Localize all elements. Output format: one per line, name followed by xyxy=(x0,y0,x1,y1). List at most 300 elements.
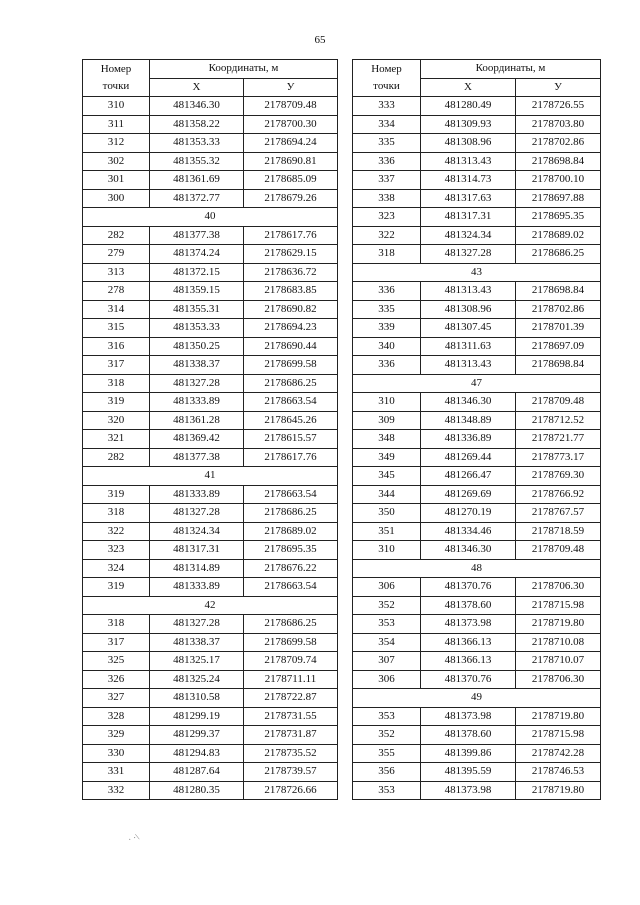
point-number-cell: 350 xyxy=(353,504,421,523)
table-row xyxy=(83,763,338,782)
y-coordinate-cell: 2178746.53 xyxy=(516,763,601,782)
point-number-cell: 328 xyxy=(83,707,150,726)
table-row xyxy=(83,504,338,523)
table-row xyxy=(353,522,601,541)
point-number-cell: 318 xyxy=(83,615,150,634)
x-coordinate-cell: 481333.89 xyxy=(150,578,244,597)
x-coordinate-cell: 481377.38 xyxy=(150,226,244,245)
x-coordinate-cell: 481333.89 xyxy=(150,485,244,504)
x-coordinate-cell: 481378.60 xyxy=(421,596,516,615)
y-coordinate-cell: 2178698.84 xyxy=(516,152,601,171)
y-coordinate-cell: 2178709.48 xyxy=(244,97,338,116)
group-row xyxy=(83,467,338,486)
point-number-cell: 318 xyxy=(83,504,150,523)
table-row xyxy=(353,430,601,449)
table-row xyxy=(353,282,601,301)
table-row xyxy=(353,670,601,689)
x-coordinate-cell: 481324.34 xyxy=(150,522,244,541)
table-row xyxy=(353,134,601,153)
group-number: 43 xyxy=(353,263,601,282)
point-number-cell: 310 xyxy=(83,97,150,116)
x-coordinate-cell: 481299.37 xyxy=(150,726,244,745)
y-coordinate-cell: 2178706.30 xyxy=(516,578,601,597)
y-coordinate-cell: 2178719.80 xyxy=(516,615,601,634)
y-coordinate-cell: 2178719.80 xyxy=(516,781,601,800)
point-number-cell: 279 xyxy=(83,245,150,264)
table-row xyxy=(83,485,338,504)
table-row xyxy=(83,393,338,412)
table-row xyxy=(83,337,338,356)
point-number-cell: 335 xyxy=(353,134,421,153)
table-row xyxy=(83,152,338,171)
y-coordinate-cell: 2178721.77 xyxy=(516,430,601,449)
x-coordinate-cell: 481313.43 xyxy=(421,152,516,171)
coordinates-header: Координаты, м xyxy=(421,60,601,79)
x-coordinate-cell: 481294.83 xyxy=(150,744,244,763)
x-coordinate-cell: 481308.96 xyxy=(421,300,516,319)
x-coordinate-cell: 481314.89 xyxy=(150,559,244,578)
point-number-cell: 356 xyxy=(353,763,421,782)
table-row xyxy=(353,208,601,227)
table-row xyxy=(83,633,338,652)
table-row xyxy=(83,430,338,449)
point-number-cell: 319 xyxy=(83,393,150,412)
point-number-cell: 351 xyxy=(353,522,421,541)
y-coordinate-cell: 2178697.88 xyxy=(516,189,601,208)
point-number-cell: 348 xyxy=(353,430,421,449)
y-coordinate-cell: 2178766.92 xyxy=(516,485,601,504)
x-coordinate-cell: 481359.15 xyxy=(150,282,244,301)
table-row xyxy=(353,356,601,375)
x-coordinate-cell: 481327.28 xyxy=(421,245,516,264)
x-coordinate-cell: 481324.34 xyxy=(421,226,516,245)
table-row xyxy=(353,115,601,134)
y-coordinate-cell: 2178709.74 xyxy=(244,652,338,671)
x-coordinate-cell: 481310.58 xyxy=(150,689,244,708)
table-row xyxy=(83,448,338,467)
point-number-cell: 311 xyxy=(83,115,150,134)
point-number-cell: 353 xyxy=(353,615,421,634)
y-coordinate-cell: 2178726.66 xyxy=(244,781,338,800)
x-coordinate-cell: 481336.89 xyxy=(421,430,516,449)
y-coordinate-cell: 2178690.81 xyxy=(244,152,338,171)
y-coordinate-cell: 2178700.30 xyxy=(244,115,338,134)
y-coordinate-cell: 2178690.82 xyxy=(244,300,338,319)
table-row xyxy=(83,134,338,153)
point-number-cell: 349 xyxy=(353,448,421,467)
coordinates-table-right xyxy=(352,59,601,800)
point-number-cell: 315 xyxy=(83,319,150,338)
point-number-cell: 282 xyxy=(83,448,150,467)
table-row xyxy=(353,393,601,412)
y-coordinate-cell: 2178686.25 xyxy=(516,245,601,264)
group-number: 48 xyxy=(353,559,601,578)
group-number: 49 xyxy=(353,689,601,708)
y-coordinate-cell: 2178769.30 xyxy=(516,467,601,486)
table-row xyxy=(353,337,601,356)
x-coordinate-cell: 481370.76 xyxy=(421,670,516,689)
x-coordinate-cell: 481346.30 xyxy=(421,393,516,412)
point-number-header: Номер точки xyxy=(83,60,150,97)
x-coordinate-cell: 481317.31 xyxy=(150,541,244,560)
y-coordinate-cell: 2178710.07 xyxy=(516,652,601,671)
x-header: Х xyxy=(150,78,244,97)
point-number-cell: 310 xyxy=(353,393,421,412)
point-number-cell: 336 xyxy=(353,356,421,375)
group-row xyxy=(83,208,338,227)
y-coordinate-cell: 2178686.25 xyxy=(244,615,338,634)
y-coordinate-cell: 2178731.55 xyxy=(244,707,338,726)
table-row xyxy=(353,411,601,430)
y-coordinate-cell: 2178698.84 xyxy=(516,356,601,375)
x-coordinate-cell: 481287.64 xyxy=(150,763,244,782)
x-coordinate-cell: 481266.47 xyxy=(421,467,516,486)
x-coordinate-cell: 481361.28 xyxy=(150,411,244,430)
x-coordinate-cell: 481358.22 xyxy=(150,115,244,134)
table-row xyxy=(353,633,601,652)
table-row xyxy=(353,226,601,245)
point-number-cell: 353 xyxy=(353,707,421,726)
x-coordinate-cell: 481372.15 xyxy=(150,263,244,282)
x-coordinate-cell: 481355.31 xyxy=(150,300,244,319)
point-number-cell: 314 xyxy=(83,300,150,319)
point-number-cell: 340 xyxy=(353,337,421,356)
table-body-right xyxy=(353,97,601,800)
y-coordinate-cell: 2178685.09 xyxy=(244,171,338,190)
table-row xyxy=(353,615,601,634)
point-number-cell: 329 xyxy=(83,726,150,745)
x-coordinate-cell: 481280.49 xyxy=(421,97,516,116)
y-coordinate-cell: 2178676.22 xyxy=(244,559,338,578)
page-number: 65 xyxy=(314,34,326,46)
table-row xyxy=(353,763,601,782)
table-body-left xyxy=(83,97,338,800)
y-coordinate-cell: 2178686.25 xyxy=(244,504,338,523)
table-row xyxy=(353,467,601,486)
x-coordinate-cell: 481309.93 xyxy=(421,115,516,134)
point-number-cell: 322 xyxy=(353,226,421,245)
y-coordinate-cell: 2178699.58 xyxy=(244,633,338,652)
x-coordinate-cell: 481346.30 xyxy=(421,541,516,560)
point-number-cell: 301 xyxy=(83,171,150,190)
table-row xyxy=(83,356,338,375)
table-row xyxy=(83,374,338,393)
table-row xyxy=(353,781,601,800)
point-number-cell: 307 xyxy=(353,652,421,671)
y-coordinate-cell: 2178697.09 xyxy=(516,337,601,356)
point-number-cell: 321 xyxy=(83,430,150,449)
x-coordinate-cell: 481311.63 xyxy=(421,337,516,356)
x-coordinate-cell: 481327.28 xyxy=(150,615,244,634)
group-row xyxy=(353,263,601,282)
x-coordinate-cell: 481338.37 xyxy=(150,633,244,652)
point-number-cell: 318 xyxy=(83,374,150,393)
point-number-cell: 336 xyxy=(353,282,421,301)
x-coordinate-cell: 481350.25 xyxy=(150,337,244,356)
table-row xyxy=(353,189,601,208)
table-row xyxy=(353,578,601,597)
x-coordinate-cell: 481313.43 xyxy=(421,282,516,301)
table-row xyxy=(83,319,338,338)
table-row xyxy=(83,615,338,634)
y-coordinate-cell: 2178698.84 xyxy=(516,282,601,301)
table-row xyxy=(353,541,601,560)
point-number-cell: 326 xyxy=(83,670,150,689)
y-coordinate-cell: 2178699.58 xyxy=(244,356,338,375)
y-coordinate-cell: 2178629.15 xyxy=(244,245,338,264)
table-row xyxy=(353,596,601,615)
y-coordinate-cell: 2178663.54 xyxy=(244,578,338,597)
y-coordinate-cell: 2178689.02 xyxy=(244,522,338,541)
x-coordinate-cell: 481308.96 xyxy=(421,134,516,153)
x-coordinate-cell: 481377.38 xyxy=(150,448,244,467)
x-coordinate-cell: 481374.24 xyxy=(150,245,244,264)
table-row xyxy=(353,448,601,467)
group-number: 41 xyxy=(83,467,338,486)
point-number-cell: 332 xyxy=(83,781,150,800)
x-coordinate-cell: 481355.32 xyxy=(150,152,244,171)
x-coordinate-cell: 481353.33 xyxy=(150,134,244,153)
table-row xyxy=(353,97,601,116)
point-number-cell: 319 xyxy=(83,578,150,597)
point-number-cell: 337 xyxy=(353,171,421,190)
point-number-cell: 339 xyxy=(353,319,421,338)
y-coordinate-cell: 2178773.17 xyxy=(516,448,601,467)
y-coordinate-cell: 2178702.86 xyxy=(516,134,601,153)
point-number-cell: 318 xyxy=(353,245,421,264)
table-row xyxy=(83,300,338,319)
y-coordinate-cell: 2178700.10 xyxy=(516,171,601,190)
point-number-cell: 352 xyxy=(353,596,421,615)
table-row xyxy=(83,411,338,430)
x-coordinate-cell: 481373.98 xyxy=(421,781,516,800)
x-coordinate-cell: 481399.86 xyxy=(421,744,516,763)
point-number-cell: 335 xyxy=(353,300,421,319)
group-number: 47 xyxy=(353,374,601,393)
y-header: У xyxy=(516,78,601,97)
point-number-cell: 333 xyxy=(353,97,421,116)
point-number-cell: 282 xyxy=(83,226,150,245)
point-number-cell: 319 xyxy=(83,485,150,504)
y-coordinate-cell: 2178663.54 xyxy=(244,485,338,504)
y-coordinate-cell: 2178711.11 xyxy=(244,670,338,689)
x-coordinate-cell: 481373.98 xyxy=(421,615,516,634)
table-row xyxy=(83,541,338,560)
point-number-cell: 353 xyxy=(353,781,421,800)
point-number-cell: 322 xyxy=(83,522,150,541)
point-number-cell: 323 xyxy=(83,541,150,560)
table-row xyxy=(83,522,338,541)
scan-mark: · ·\ xyxy=(126,831,141,845)
point-number-cell: 306 xyxy=(353,578,421,597)
table-row xyxy=(83,97,338,116)
x-coordinate-cell: 481361.69 xyxy=(150,171,244,190)
y-coordinate-cell: 2178739.57 xyxy=(244,763,338,782)
table-row xyxy=(83,744,338,763)
point-number-cell: 354 xyxy=(353,633,421,652)
point-number-cell: 310 xyxy=(353,541,421,560)
y-header: У xyxy=(244,78,338,97)
y-coordinate-cell: 2178679.26 xyxy=(244,189,338,208)
group-row xyxy=(353,689,601,708)
x-coordinate-cell: 481373.98 xyxy=(421,707,516,726)
point-number-cell: 336 xyxy=(353,152,421,171)
coordinates-header: Координаты, м xyxy=(150,60,338,79)
x-coordinate-cell: 481325.24 xyxy=(150,670,244,689)
table-row xyxy=(83,559,338,578)
x-coordinate-cell: 481370.76 xyxy=(421,578,516,597)
table-row xyxy=(83,689,338,708)
table-row xyxy=(353,726,601,745)
group-row xyxy=(353,559,601,578)
y-coordinate-cell: 2178710.08 xyxy=(516,633,601,652)
y-coordinate-cell: 2178663.54 xyxy=(244,393,338,412)
y-coordinate-cell: 2178719.80 xyxy=(516,707,601,726)
table-row xyxy=(83,578,338,597)
x-coordinate-cell: 481327.28 xyxy=(150,374,244,393)
table-row xyxy=(83,781,338,800)
point-number-header: Номер точки xyxy=(353,60,421,97)
point-number-cell: 330 xyxy=(83,744,150,763)
coordinates-table-left xyxy=(82,59,338,800)
table-row xyxy=(353,707,601,726)
y-coordinate-cell: 2178731.87 xyxy=(244,726,338,745)
y-coordinate-cell: 2178726.55 xyxy=(516,97,601,116)
y-coordinate-cell: 2178715.98 xyxy=(516,726,601,745)
x-coordinate-cell: 481369.42 xyxy=(150,430,244,449)
group-row xyxy=(353,374,601,393)
table-row xyxy=(83,115,338,134)
x-coordinate-cell: 481366.13 xyxy=(421,633,516,652)
y-coordinate-cell: 2178715.98 xyxy=(516,596,601,615)
y-coordinate-cell: 2178709.48 xyxy=(516,393,601,412)
table-row xyxy=(353,171,601,190)
point-number-cell: 338 xyxy=(353,189,421,208)
y-coordinate-cell: 2178617.76 xyxy=(244,448,338,467)
x-coordinate-cell: 481366.13 xyxy=(421,652,516,671)
x-coordinate-cell: 481378.60 xyxy=(421,726,516,745)
point-number-cell: 324 xyxy=(83,559,150,578)
point-number-cell: 317 xyxy=(83,633,150,652)
x-coordinate-cell: 481333.89 xyxy=(150,393,244,412)
table-row xyxy=(353,319,601,338)
table-row xyxy=(353,744,601,763)
y-coordinate-cell: 2178718.59 xyxy=(516,522,601,541)
x-coordinate-cell: 481353.33 xyxy=(150,319,244,338)
x-coordinate-cell: 481299.19 xyxy=(150,707,244,726)
y-coordinate-cell: 2178767.57 xyxy=(516,504,601,523)
y-coordinate-cell: 2178712.52 xyxy=(516,411,601,430)
table-row xyxy=(83,282,338,301)
point-number-cell: 355 xyxy=(353,744,421,763)
x-coordinate-cell: 481338.37 xyxy=(150,356,244,375)
point-number-cell: 278 xyxy=(83,282,150,301)
x-coordinate-cell: 481314.73 xyxy=(421,171,516,190)
x-coordinate-cell: 481346.30 xyxy=(150,97,244,116)
y-coordinate-cell: 2178617.76 xyxy=(244,226,338,245)
point-number-cell: 320 xyxy=(83,411,150,430)
x-coordinate-cell: 481317.31 xyxy=(421,208,516,227)
table-row xyxy=(83,189,338,208)
x-header: Х xyxy=(421,78,516,97)
y-coordinate-cell: 2178702.86 xyxy=(516,300,601,319)
table-row xyxy=(83,171,338,190)
group-row xyxy=(83,596,338,615)
x-coordinate-cell: 481313.43 xyxy=(421,356,516,375)
point-number-cell: 316 xyxy=(83,337,150,356)
y-coordinate-cell: 2178701.39 xyxy=(516,319,601,338)
point-number-cell: 300 xyxy=(83,189,150,208)
y-coordinate-cell: 2178695.35 xyxy=(516,208,601,227)
y-coordinate-cell: 2178690.44 xyxy=(244,337,338,356)
y-coordinate-cell: 2178695.35 xyxy=(244,541,338,560)
table-row xyxy=(353,152,601,171)
point-number-cell: 302 xyxy=(83,152,150,171)
y-coordinate-cell: 2178645.26 xyxy=(244,411,338,430)
point-number-cell: 312 xyxy=(83,134,150,153)
y-coordinate-cell: 2178735.52 xyxy=(244,744,338,763)
table-row xyxy=(353,504,601,523)
x-coordinate-cell: 481317.63 xyxy=(421,189,516,208)
x-coordinate-cell: 481270.19 xyxy=(421,504,516,523)
point-number-cell: 317 xyxy=(83,356,150,375)
table-row xyxy=(83,726,338,745)
point-number-cell: 334 xyxy=(353,115,421,134)
point-number-cell: 313 xyxy=(83,263,150,282)
table-row xyxy=(83,263,338,282)
x-coordinate-cell: 481372.77 xyxy=(150,189,244,208)
table-row xyxy=(353,245,601,264)
y-coordinate-cell: 2178615.57 xyxy=(244,430,338,449)
table-row xyxy=(83,670,338,689)
y-coordinate-cell: 2178722.87 xyxy=(244,689,338,708)
y-coordinate-cell: 2178694.24 xyxy=(244,134,338,153)
point-number-cell: 352 xyxy=(353,726,421,745)
group-number: 40 xyxy=(83,208,338,227)
y-coordinate-cell: 2178689.02 xyxy=(516,226,601,245)
table-row xyxy=(83,245,338,264)
table-row xyxy=(353,485,601,504)
y-coordinate-cell: 2178709.48 xyxy=(516,541,601,560)
table-row xyxy=(83,226,338,245)
x-coordinate-cell: 481269.69 xyxy=(421,485,516,504)
point-number-cell: 306 xyxy=(353,670,421,689)
point-number-cell: 325 xyxy=(83,652,150,671)
y-coordinate-cell: 2178636.72 xyxy=(244,263,338,282)
group-number: 42 xyxy=(83,596,338,615)
table-row xyxy=(353,652,601,671)
point-number-cell: 331 xyxy=(83,763,150,782)
point-number-cell: 345 xyxy=(353,467,421,486)
y-coordinate-cell: 2178703.80 xyxy=(516,115,601,134)
y-coordinate-cell: 2178686.25 xyxy=(244,374,338,393)
point-number-cell: 323 xyxy=(353,208,421,227)
x-coordinate-cell: 481395.59 xyxy=(421,763,516,782)
x-coordinate-cell: 481307.45 xyxy=(421,319,516,338)
x-coordinate-cell: 481325.17 xyxy=(150,652,244,671)
x-coordinate-cell: 481269.44 xyxy=(421,448,516,467)
table-row xyxy=(353,300,601,319)
x-coordinate-cell: 481334.46 xyxy=(421,522,516,541)
table-row xyxy=(83,707,338,726)
y-coordinate-cell: 2178742.28 xyxy=(516,744,601,763)
point-number-cell: 344 xyxy=(353,485,421,504)
x-coordinate-cell: 481280.35 xyxy=(150,781,244,800)
point-number-cell: 309 xyxy=(353,411,421,430)
y-coordinate-cell: 2178694.23 xyxy=(244,319,338,338)
y-coordinate-cell: 2178683.85 xyxy=(244,282,338,301)
x-coordinate-cell: 481327.28 xyxy=(150,504,244,523)
